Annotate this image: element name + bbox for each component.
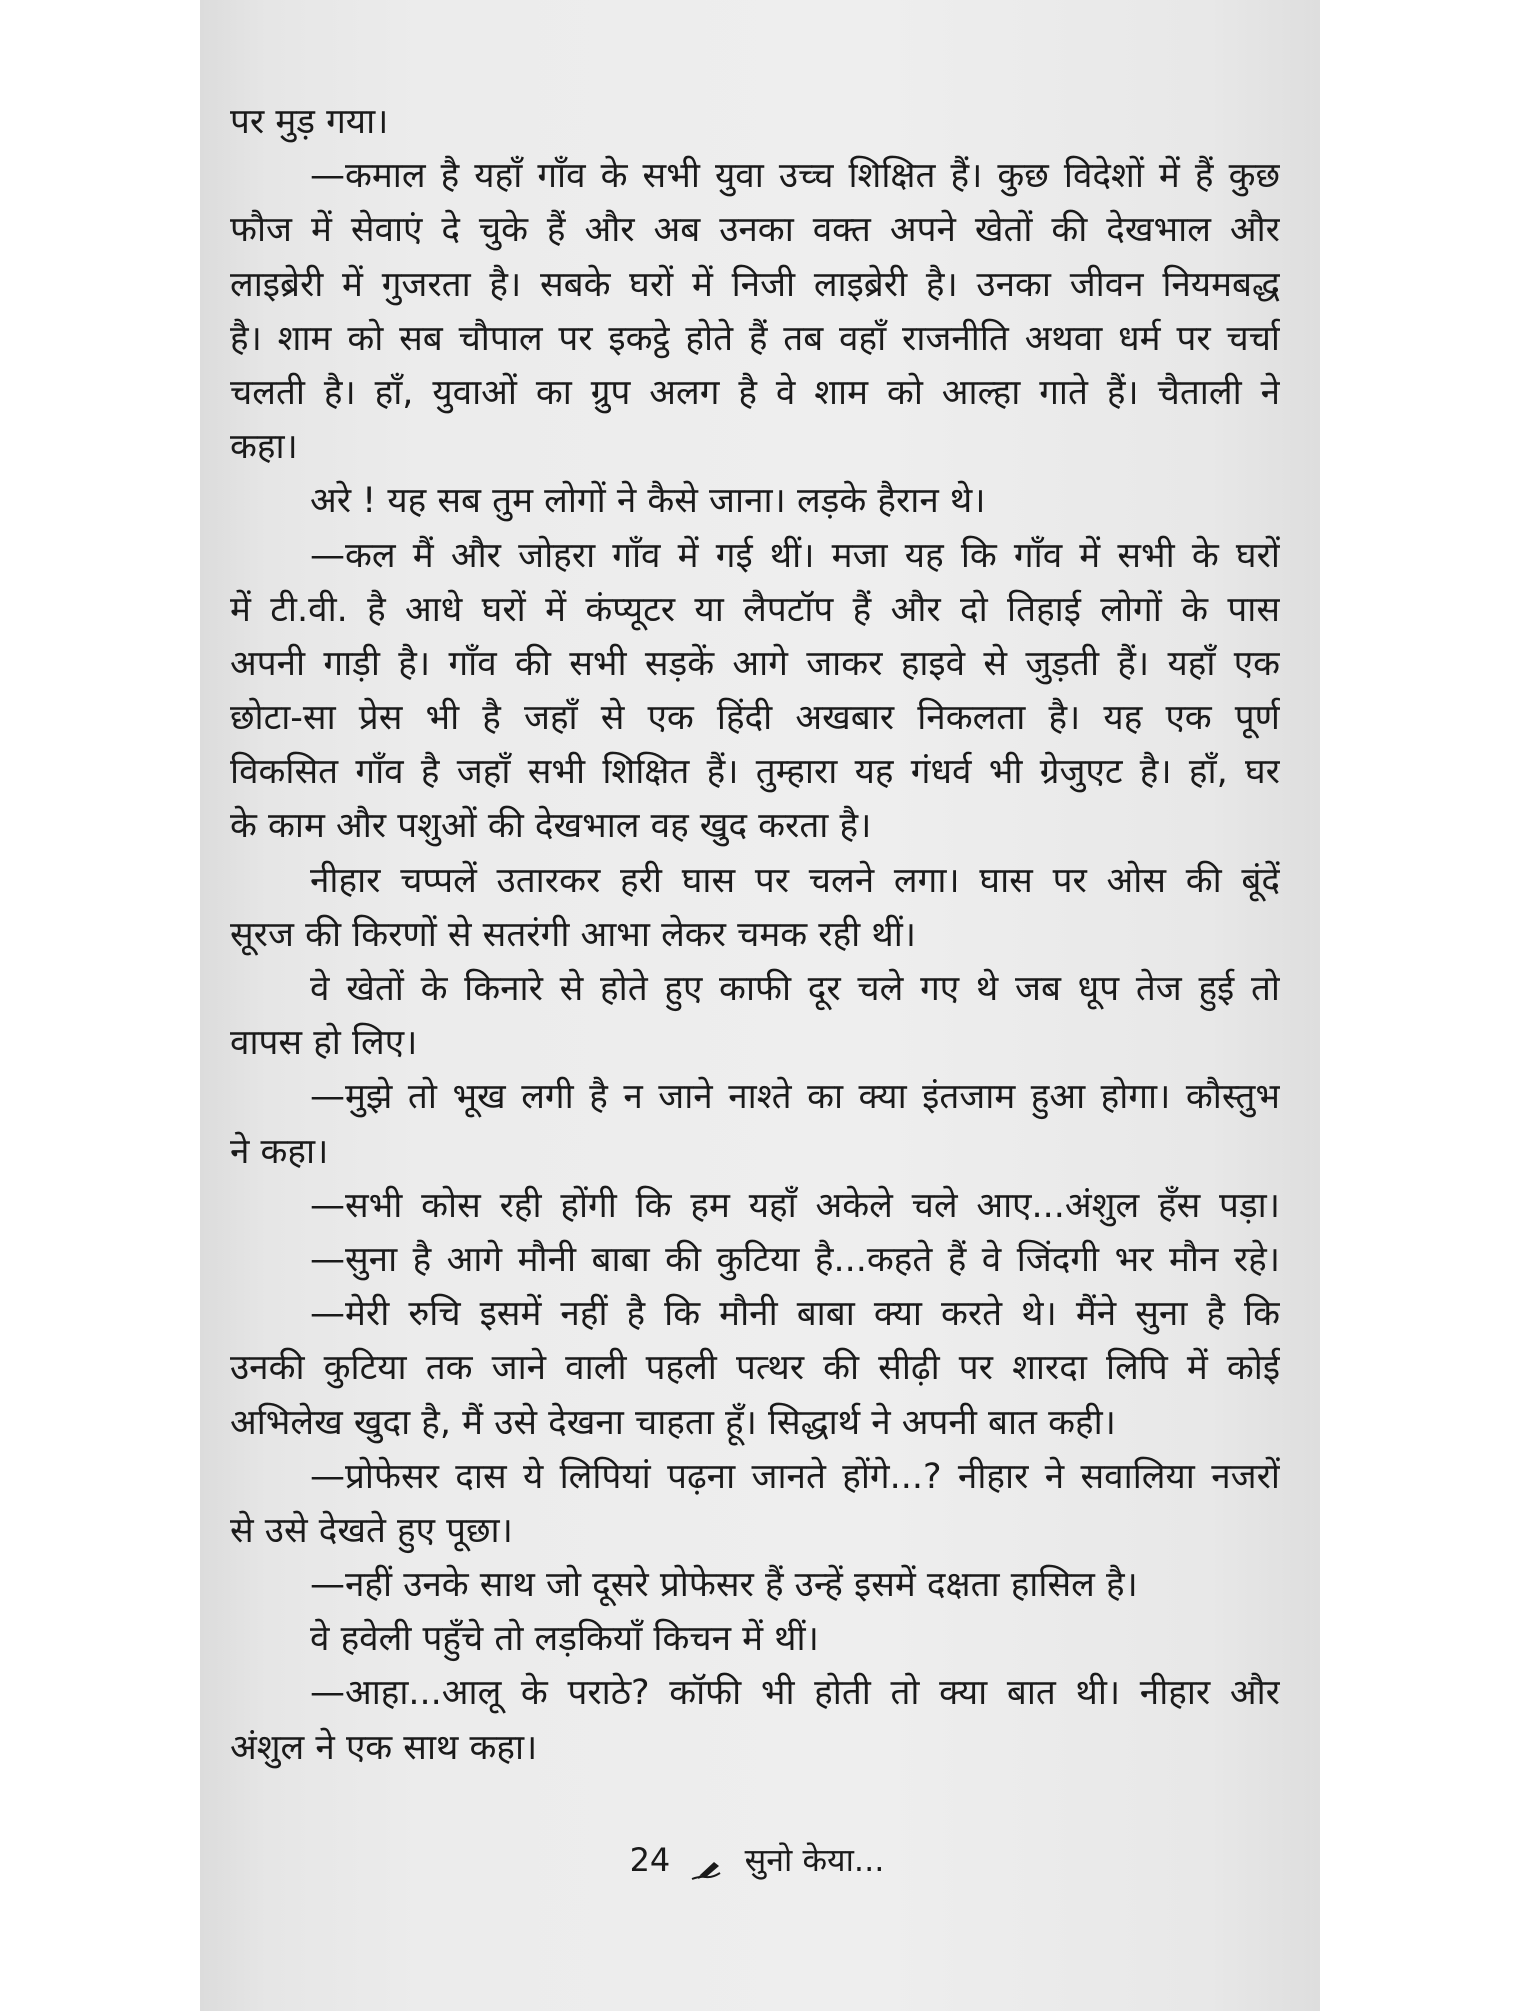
text-line: —मुझे तो भूख लगी है न जाने नाश्ते का क्या इंतजाम हुआ होगा। कौस्तुभ <box>310 1077 1280 1118</box>
text-line: में टी.वी. है आधे घरों में कंप्यूटर या लैपटॉप हैं और दो तिहाई लोगों के पास <box>230 589 1280 630</box>
text-line: —सभी कोस रही होंगी कि हम यहाँ अकेले चले आए...अंशुल हँस पड़ा। <box>310 1185 1280 1226</box>
book-title: सुनो केया... <box>744 1841 885 1879</box>
text-line: —प्रोफेसर दास ये लिपियां पढ़ना जानते होंगे...? नीहार ने सवालिया नजरों <box>310 1456 1280 1497</box>
pen-icon <box>690 1851 724 1873</box>
body-text <box>230 95 1280 1775</box>
text-line: है। शाम को सब चौपाल पर इकट्ठे होते हैं तब वहाँ राजनीति अथवा धर्म पर चर्चा <box>230 318 1280 359</box>
text-line: —कमाल है यहाँ गाँव के सभी युवा उच्च शिक्षित हैं। कुछ विदेशों में हैं कुछ <box>310 156 1280 197</box>
text-line: चलती है। हाँ, युवाओं का ग्रुप अलग है वे शाम को आल्हा गाते हैं। चैताली ने <box>230 372 1280 413</box>
text-line: अपनी गाड़ी है। गाँव की सभी सड़कें आगे जाकर हाइवे से जुड़ती हैं। यहाँ एक <box>230 643 1280 684</box>
text-line: फौज में सेवाएं दे चुके हैं और अब उनका वक्त अपने खेतों की देखभाल और <box>230 210 1280 251</box>
text-line: उनकी कुटिया तक जाने वाली पहली पत्थर की सीढ़ी पर शारदा लिपि में कोई <box>230 1348 1280 1389</box>
text-line: विकसित गाँव है जहाँ सभी शिक्षित हैं। तुम्हारा यह गंधर्व भी ग्रेजुएट है। हाँ, घर <box>230 752 1280 793</box>
text-line: नीहार चप्पलें उतारकर हरी घास पर चलने लगा। घास पर ओस की बूंदें <box>310 860 1280 901</box>
text-line: ने कहा। <box>230 1131 329 1172</box>
text-line: के काम और पशुओं की देखभाल वह खुद करता है। <box>230 806 872 847</box>
text-line: वे हवेली पहुँचे तो लड़कियाँ किचन में थीं। <box>310 1619 819 1660</box>
page-footer <box>0 1838 1514 1881</box>
text-line: छोटा-सा प्रेस भी है जहाँ से एक हिंदी अखबार निकलता है। यह एक पूर्ण <box>230 698 1280 739</box>
text-line: अभिलेख खुदा है, मैं उसे देखना चाहता हूँ। सिद्धार्थ ने अपनी बात कही। <box>230 1402 1116 1443</box>
text-line: अरे ! यह सब तुम लोगों ने कैसे जाना। लड़के हैरान थे। <box>310 481 986 522</box>
text-line: —सुना है आगे मौनी बाबा की कुटिया है...कहते हैं वे जिंदगी भर मौन रहे। <box>310 1239 1280 1280</box>
text-line: —नहीं उनके साथ जो दूसरे प्रोफेसर हैं उन्हें इसमें दक्षता हासिल है। <box>310 1565 1138 1606</box>
text-line: अंशुल ने एक साथ कहा। <box>230 1727 538 1768</box>
text-line: लाइब्रेरी में गुजरता है। सबके घरों में निजी लाइब्रेरी है। उनका जीवन नियमबद्ध <box>230 264 1280 305</box>
text-line: —कल मैं और जोहरा गाँव में गई थीं। मजा यह कि गाँव में सभी के घरों <box>310 535 1280 576</box>
text-line: सूरज की किरणों से सतरंगी आभा लेकर चमक रही थीं। <box>230 914 917 955</box>
text-line: पर मुड़ गया। <box>230 102 389 142</box>
text-line: —मेरी रुचि इसमें नहीं है कि मौनी बाबा क्या करते थे। मैंने सुना है कि <box>310 1294 1280 1335</box>
text-line: कहा। <box>230 427 298 468</box>
text-line: —आहा...आलू के पराठे? कॉफी भी होती तो क्या बात थी। नीहार और <box>310 1673 1280 1714</box>
text-line: वे खेतों के किनारे से होते हुए काफी दूर चले गए थे जब धूप तेज हुई तो <box>310 969 1280 1009</box>
page-number: 24 <box>629 1841 671 1879</box>
text-line: से उसे देखते हुए पूछा। <box>230 1510 513 1551</box>
text-line: वापस हो लिए। <box>230 1023 418 1064</box>
